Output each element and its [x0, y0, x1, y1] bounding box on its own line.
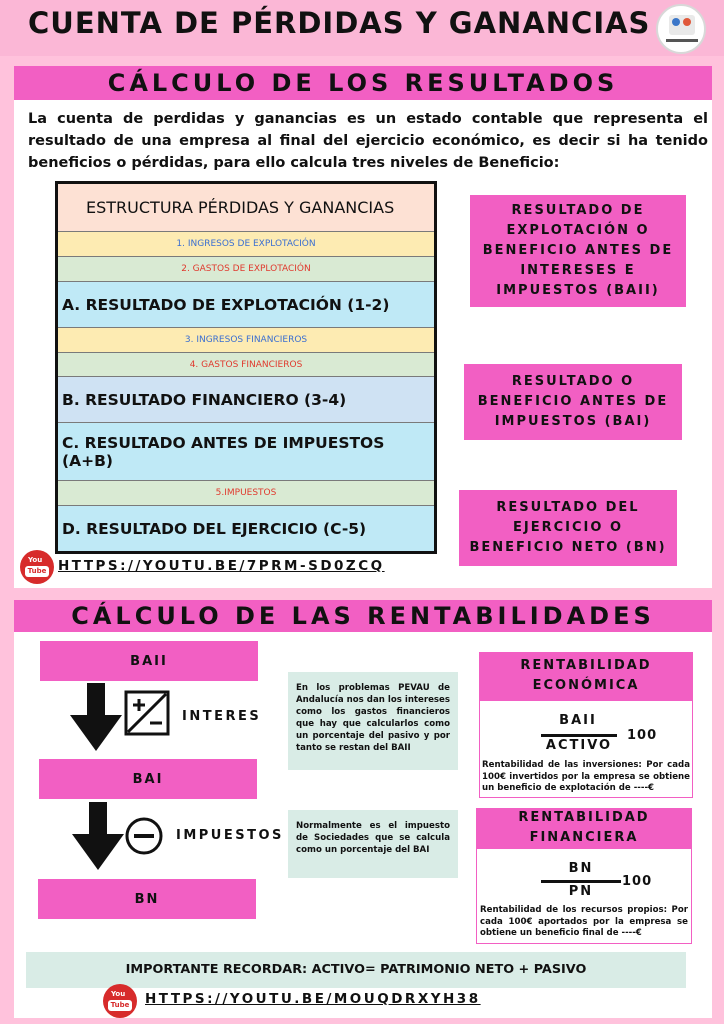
structure-row-1: 1. INGRESOS DE EXPLOTACIÓN	[58, 232, 434, 257]
rent-economica-num: BAII	[559, 713, 597, 728]
structure-table	[55, 181, 437, 554]
youtube-icon[interactable]: You Tube	[20, 550, 54, 584]
fraction-line	[541, 880, 621, 883]
structure-row-5: 5.IMPUESTOS	[58, 481, 434, 506]
minus-circle-icon	[124, 816, 164, 856]
structure-row-3: 3. INGRESOS FINANCIEROS	[58, 328, 434, 353]
structure-header: ESTRUCTURA PÉRDIDAS Y GANANCIAS	[58, 184, 434, 232]
rent-financiera-mult: 100	[622, 874, 653, 889]
rent-economica-title: RENTABILIDAD ECONÓMICA	[479, 652, 693, 700]
structure-row-c: C. RESULTADO ANTES DE IMPUESTOS (A+B)	[58, 423, 434, 481]
youtube-icon[interactable]: You Tube	[103, 984, 137, 1018]
down-arrow-icon	[70, 683, 122, 751]
flow-bai: BAI	[39, 759, 257, 799]
resultados-title: CÁLCULO DE LOS RESULTADOS	[14, 66, 712, 100]
structure-row-4: 4. GASTOS FINANCIEROS	[58, 353, 434, 377]
header	[0, 0, 724, 56]
structure-row-a: A. RESULTADO DE EXPLOTACIÓN (1-2)	[58, 282, 434, 328]
rent-financiera-desc: Rentabilidad de los recursos propios: Por cada 100€ aportados por la empresa se obtiene un beneficio final de ----€	[480, 905, 688, 938]
flow-impuestos-label: IMPUESTOS	[176, 828, 284, 843]
video-link-resultados[interactable]: HTTPS://YOUTU.BE/7PRM-SD0ZCQ	[58, 558, 385, 574]
structure-row-b: B. RESULTADO FINANCIERO (3-4)	[58, 377, 434, 423]
rent-economica-desc: Rentabilidad de las inversiones: Por cada 100€ invertidos por la empresa se obtiene un beneficio de explotación de ----€	[482, 760, 690, 793]
fraction-line	[541, 734, 617, 737]
rent-financiera-num: BN	[568, 861, 594, 876]
structure-row-2: 2. GASTOS DE EXPLOTACIÓN	[58, 257, 434, 282]
bn-box: RESULTADO DEL EJERCICIO O BENEFICIO NETO (BN)	[459, 490, 677, 566]
rentabilidades-title: CÁLCULO DE LAS RENTABILIDADES	[14, 600, 712, 632]
remember-banner: IMPORTANTE RECORDAR: ACTIVO= PATRIMONIO NETO + PASIVO	[26, 952, 686, 988]
rent-financiera-den: PN	[568, 884, 594, 899]
baii-box: RESULTADO DE EXPLOTACIÓN O BENEFICIO ANTES DE INTERESES E IMPUESTOS (BAII)	[470, 195, 686, 307]
note-impuestos: Normalmente es el impuesto de Sociedades que se calcula como un porcentaje del BAI	[288, 810, 458, 878]
flow-interes-label: INTERES	[182, 709, 262, 724]
down-arrow-icon	[72, 802, 124, 870]
flow-baii: BAII	[40, 641, 258, 681]
flow-bn: BN	[38, 879, 256, 919]
plus-minus-icon	[124, 690, 170, 736]
school-logo-icon	[656, 4, 706, 54]
page-title: CUENTA DE PÉRDIDAS Y GANANCIAS	[28, 6, 651, 40]
rent-economica-mult: 100	[627, 728, 658, 743]
resultados-intro: La cuenta de perdidas y ganancias es un estado contable que representa el resultado de una empresa al final del ejercicio económico, es decir si ha tenido beneficios o pérdidas, para ello calcula tres niveles de Beneficio:	[28, 111, 708, 171]
video-link-rentabilidades[interactable]: HTTPS://YOUTU.BE/MOUQDRXYH38	[145, 991, 481, 1007]
rent-financiera-title: RENTABILIDAD FINANCIERA	[476, 808, 692, 848]
rent-economica-den: ACTIVO	[545, 738, 613, 753]
structure-row-d: D. RESULTADO DEL EJERCICIO (C-5)	[58, 506, 434, 551]
bai-box: RESULTADO O BENEFICIO ANTES DE IMPUESTOS (BAI)	[464, 364, 682, 440]
note-intereses: En los problemas PEVAU de Andalucía nos dan los intereses como los gastos financieros que hay que calcularlos como un porcentaje del pasivo y por tanto se restan del BAII	[288, 672, 458, 770]
